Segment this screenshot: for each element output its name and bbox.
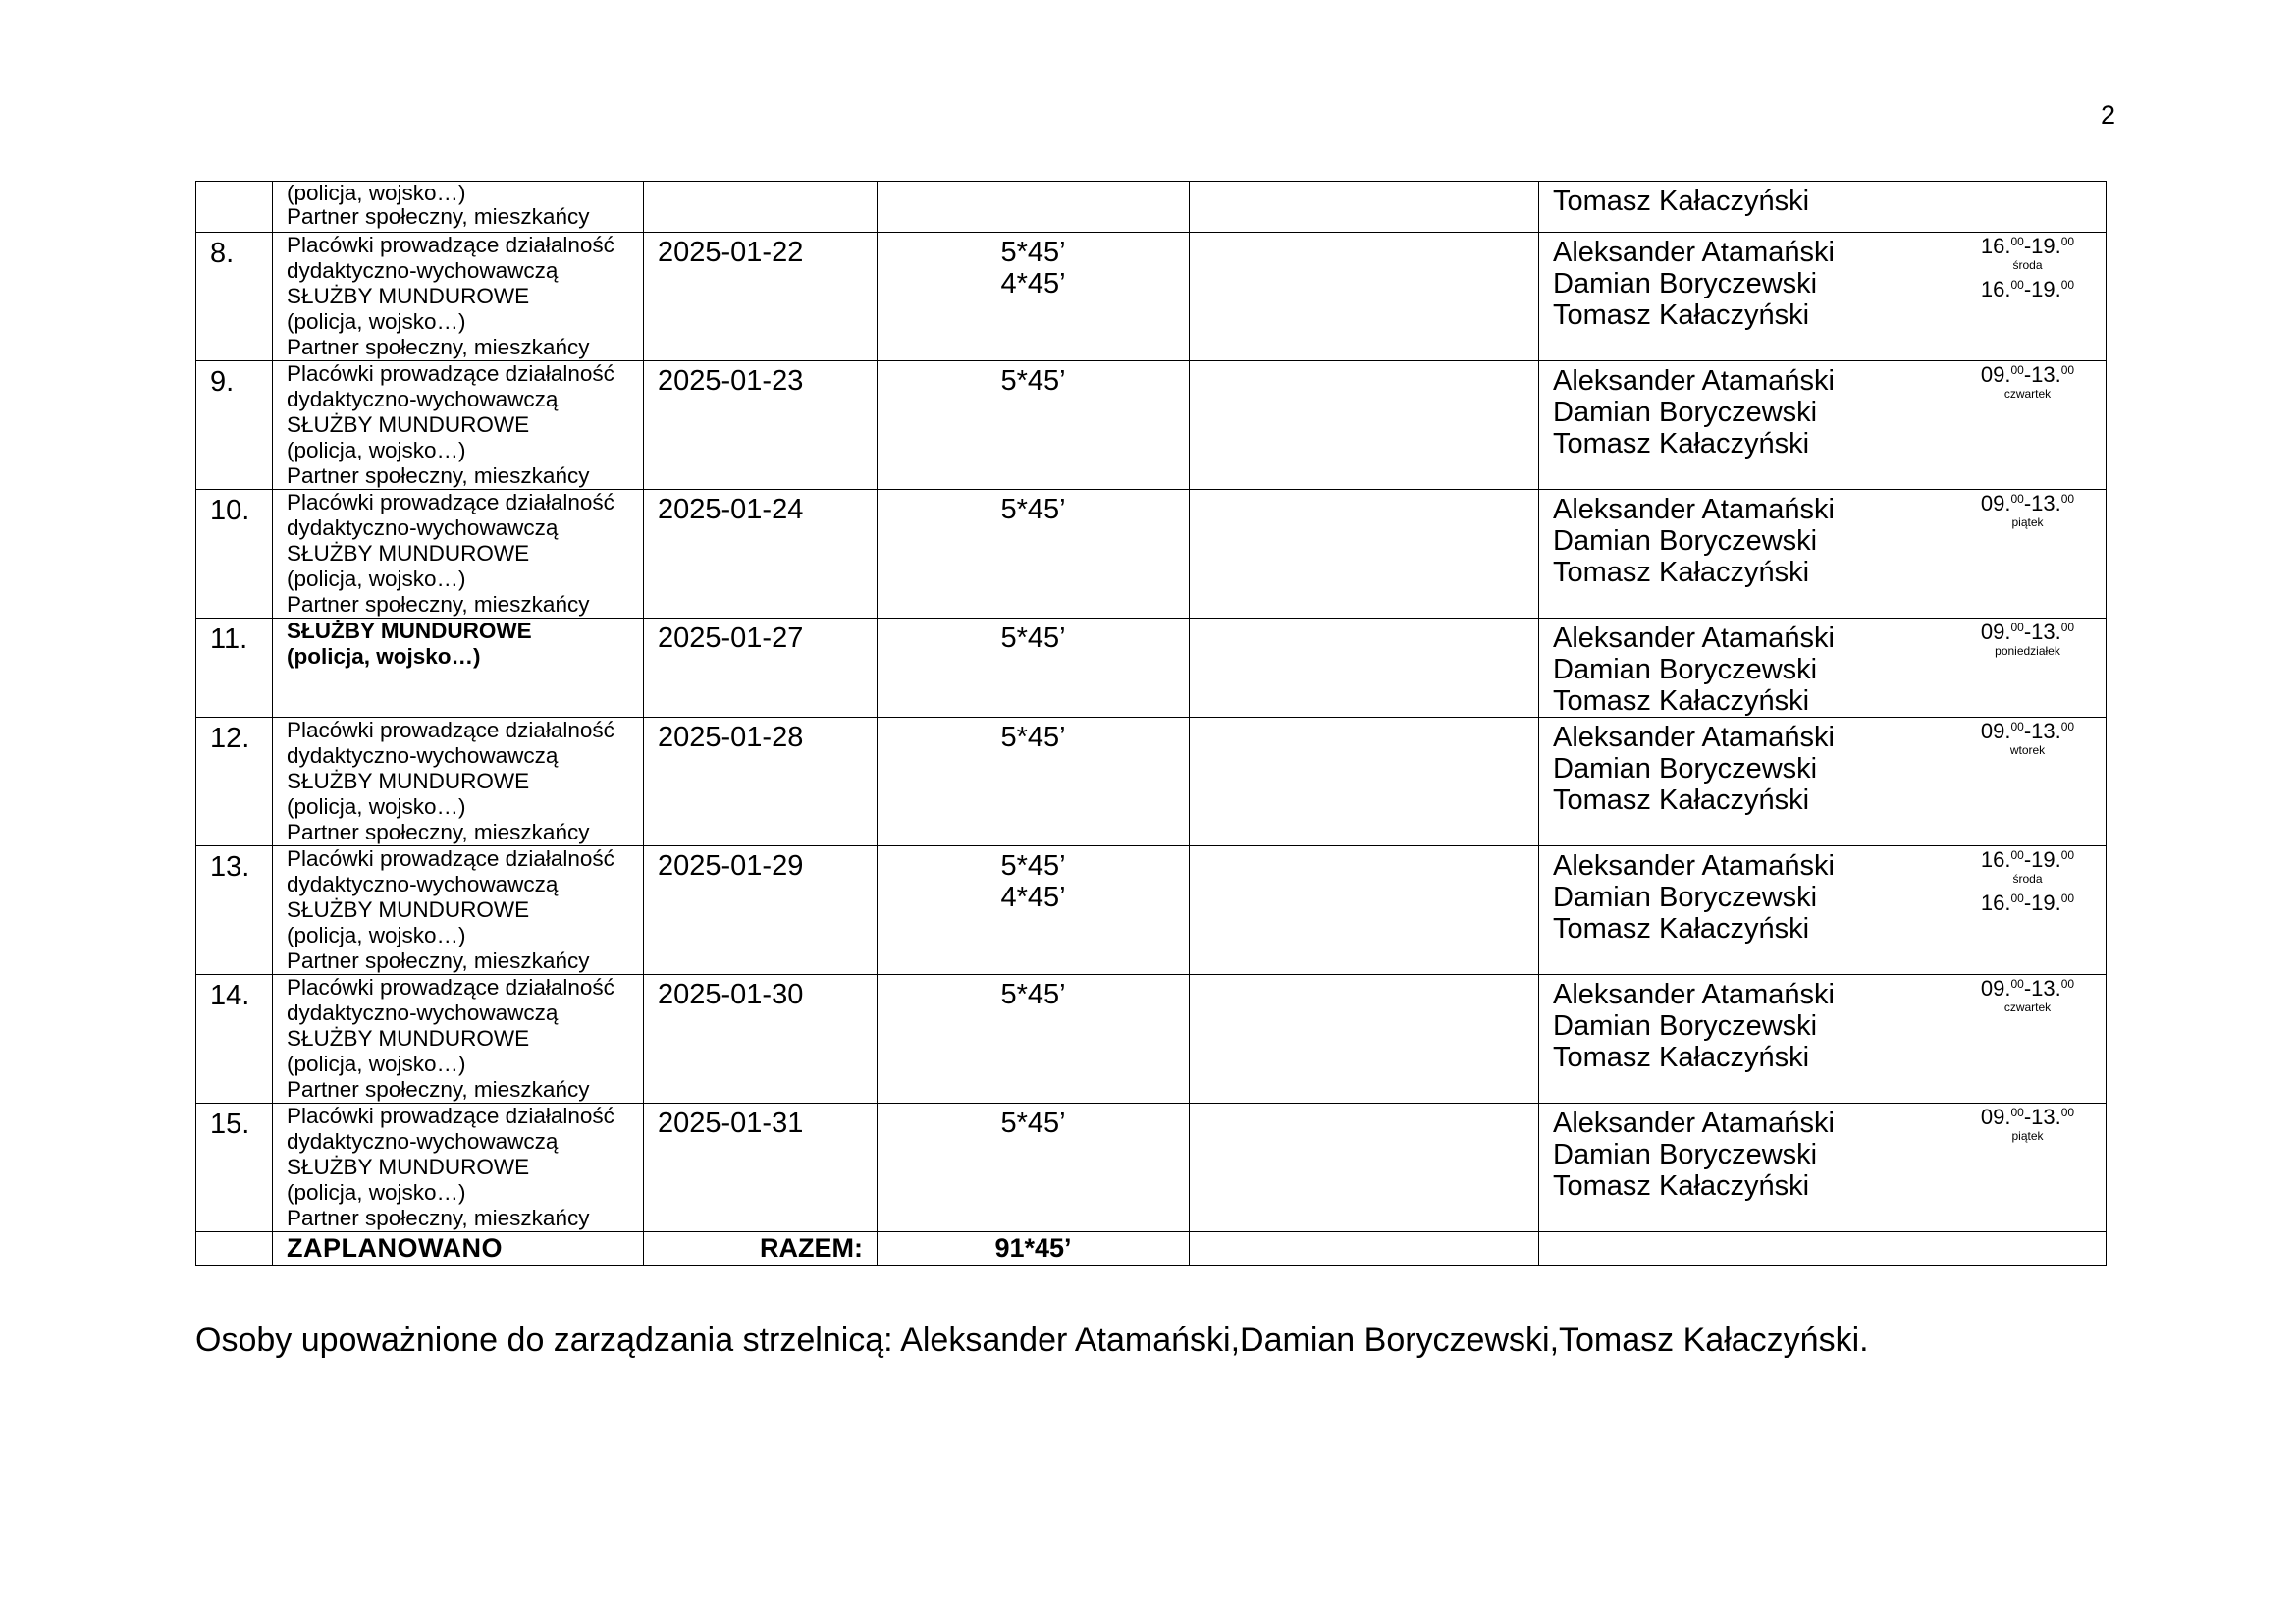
institution-line: Partner społeczny, mieszkańcy xyxy=(287,1077,590,1102)
institution-line: dydaktyczno-wychowawczą xyxy=(287,387,559,411)
date-cell: 2025-01-23 xyxy=(644,361,878,490)
total-value: 91*45’ xyxy=(878,1232,1190,1266)
instructor-name: Aleksander Atamański xyxy=(1553,850,1835,882)
instructor-name: Damian Boryczewski xyxy=(1553,654,1818,685)
institution-line: dydaktyczno-wychowawczą xyxy=(287,515,559,540)
lp-cell: 9. xyxy=(196,361,273,490)
hours-value: 4*45’ xyxy=(1000,882,1066,913)
institution-cell xyxy=(273,619,644,718)
time-start-hour: 09. xyxy=(1980,620,2011,644)
institution-line: (policja, wojsko…) xyxy=(287,794,466,819)
instructor-name: Aleksander Atamański xyxy=(1553,494,1835,525)
empty-cell xyxy=(1190,182,1539,233)
weekday-label: środa xyxy=(2012,258,2043,272)
institution-line: Placówki prowadzące działalność xyxy=(287,233,614,257)
time-start-hour: 16. xyxy=(1980,277,2011,301)
table-row xyxy=(196,975,2107,1104)
schedule-table xyxy=(195,181,2107,1266)
instructor-name: Damian Boryczewski xyxy=(1553,1139,1818,1170)
time-cell xyxy=(1949,233,2107,361)
hours-value: 5*45’ xyxy=(1000,237,1066,268)
time-range xyxy=(1949,1106,2106,1129)
time-start-minutes: 00 xyxy=(2010,278,2024,292)
time-start-hour: 09. xyxy=(1980,976,2011,1001)
institution-line: Placówki prowadzące działalność xyxy=(287,975,614,1000)
institution-line: SŁUŻBY MUNDUROWE xyxy=(287,897,530,922)
total-razem-label: RAZEM: xyxy=(644,1232,878,1266)
institution-line: (policja, wojsko…) xyxy=(287,181,466,205)
institution-line: (policja, wojsko…) xyxy=(287,567,466,591)
time-start-hour: 09. xyxy=(1980,719,2011,743)
time-range xyxy=(1949,621,2106,644)
time-range xyxy=(1949,363,2106,387)
instructor-name: Tomasz Kałaczyński xyxy=(1553,428,1810,460)
time-range xyxy=(1949,278,2106,301)
hours-cell xyxy=(878,846,1190,975)
hours-value: 5*45’ xyxy=(1000,1108,1066,1139)
instructor-name: Aleksander Atamański xyxy=(1553,623,1835,654)
time-range xyxy=(1949,848,2106,872)
institution-line: Partner społeczny, mieszkańcy xyxy=(287,335,590,359)
table-row xyxy=(196,361,2107,490)
time-end-hour: -13. xyxy=(2023,620,2061,644)
institution-cell xyxy=(273,233,644,361)
institution-line: Partner społeczny, mieszkańcy xyxy=(287,948,590,973)
empty-cell xyxy=(1190,975,1539,1104)
institution-cell xyxy=(273,361,644,490)
institution-line: dydaktyczno-wychowawczą xyxy=(287,1001,559,1025)
time-start-hour: 09. xyxy=(1980,491,2011,515)
date-cell: 2025-01-29 xyxy=(644,846,878,975)
lp-cell: 14. xyxy=(196,975,273,1104)
institution-line: dydaktyczno-wychowawczą xyxy=(287,743,559,768)
time-range xyxy=(1949,235,2106,258)
hours-cell xyxy=(878,361,1190,490)
institution-cell xyxy=(273,1104,644,1232)
instructor-name: Tomasz Kałaczyński xyxy=(1553,186,1810,217)
time-end-hour: -13. xyxy=(2023,491,2061,515)
instructor-name: Aleksander Atamański xyxy=(1553,237,1835,268)
hours-value: 5*45’ xyxy=(1000,979,1066,1010)
time-end-minutes: 00 xyxy=(2060,892,2075,905)
time-end-minutes: 00 xyxy=(2060,492,2075,506)
time-start-hour: 16. xyxy=(1980,891,2011,915)
empty-cell xyxy=(1190,718,1539,846)
date-cell: 2025-01-31 xyxy=(644,1104,878,1232)
institution-line: dydaktyczno-wychowawczą xyxy=(287,872,559,896)
total-row xyxy=(196,1232,2107,1266)
institution-line: (policja, wojsko…) xyxy=(287,438,466,462)
instructor-name: Aleksander Atamański xyxy=(1553,365,1835,397)
instructor-name: Aleksander Atamański xyxy=(1553,979,1835,1010)
time-start-hour: 09. xyxy=(1980,1105,2011,1129)
institution-line: SŁUŻBY MUNDUROWE xyxy=(287,619,532,643)
time-end-minutes: 00 xyxy=(2060,235,2075,248)
empty-cell xyxy=(1190,1104,1539,1232)
institution-cell xyxy=(273,975,644,1104)
hours-cell xyxy=(878,975,1190,1104)
instructor-name: Tomasz Kałaczyński xyxy=(1553,785,1810,816)
instructors-cell xyxy=(1539,846,1949,975)
institution-line: SŁUŻBY MUNDUROWE xyxy=(287,769,530,793)
date-cell: 2025-01-27 xyxy=(644,619,878,718)
time-end-minutes: 00 xyxy=(2060,1106,2075,1119)
institution-line: (policja, wojsko…) xyxy=(287,309,466,334)
time-end-minutes: 00 xyxy=(2060,278,2075,292)
time-cell xyxy=(1949,846,2107,975)
hours-value: 4*45’ xyxy=(1000,268,1066,299)
weekday-label: poniedziałek xyxy=(1995,644,2060,658)
empty-cell xyxy=(1190,490,1539,619)
instructors-cell xyxy=(1539,975,1949,1104)
institution-line: Partner społeczny, mieszkańcy xyxy=(287,592,590,617)
total-label: ZAPLANOWANO xyxy=(273,1232,644,1266)
institution-cell xyxy=(273,718,644,846)
lp-cell: 8. xyxy=(196,233,273,361)
institution-cell xyxy=(273,490,644,619)
time-end-hour: -19. xyxy=(2023,847,2061,872)
time-start-hour: 16. xyxy=(1980,847,2011,872)
hours-value: 5*45’ xyxy=(1000,365,1066,397)
instructor-name: Aleksander Atamański xyxy=(1553,722,1835,753)
institution-line: Placówki prowadzące działalność xyxy=(287,718,614,742)
time-end-hour: -13. xyxy=(2023,362,2061,387)
time-end-hour: -13. xyxy=(2023,976,2061,1001)
instructor-name: Damian Boryczewski xyxy=(1553,268,1818,299)
institution-line: Partner społeczny, mieszkańcy xyxy=(287,1206,590,1230)
empty-cell xyxy=(1190,619,1539,718)
institution-cell xyxy=(273,846,644,975)
lp-cell: 10. xyxy=(196,490,273,619)
time-start-minutes: 00 xyxy=(2010,1106,2024,1119)
time-end-hour: -13. xyxy=(2023,719,2061,743)
time-cell xyxy=(1949,1104,2107,1232)
institution-line: SŁUŻBY MUNDUROWE xyxy=(287,412,530,437)
instructor-name: Aleksander Atamański xyxy=(1553,1108,1835,1139)
instructors-cell xyxy=(1539,718,1949,846)
table-row xyxy=(196,490,2107,619)
time-start-minutes: 00 xyxy=(2010,720,2024,733)
weekday-label: piątek xyxy=(2011,515,2044,529)
instructors-cell xyxy=(1539,1232,1949,1266)
time-end-hour: -19. xyxy=(2023,891,2061,915)
empty-cell xyxy=(1190,233,1539,361)
instructor-name: Tomasz Kałaczyński xyxy=(1553,299,1810,331)
time-start-hour: 09. xyxy=(1980,362,2011,387)
institution-line: Partner społeczny, mieszkańcy xyxy=(287,820,590,844)
institution-line: SŁUŻBY MUNDUROWE xyxy=(287,541,530,566)
instructor-name: Tomasz Kałaczyński xyxy=(1553,557,1810,588)
institution-line: SŁUŻBY MUNDUROWE xyxy=(287,1155,530,1179)
hours-value: 5*45’ xyxy=(1000,623,1066,654)
hours-value: 5*45’ xyxy=(1000,722,1066,753)
instructor-name: Damian Boryczewski xyxy=(1553,397,1818,428)
date-cell xyxy=(644,182,878,233)
instructors-cell xyxy=(1539,182,1949,233)
instructor-name: Tomasz Kałaczyński xyxy=(1553,685,1810,717)
institution-line: Placówki prowadzące działalność xyxy=(287,361,614,386)
time-end-hour: -19. xyxy=(2023,277,2061,301)
time-cell xyxy=(1949,361,2107,490)
weekday-label: środa xyxy=(2012,872,2043,886)
lp-cell: 13. xyxy=(196,846,273,975)
instructors-cell xyxy=(1539,1104,1949,1232)
empty-cell xyxy=(1190,846,1539,975)
time-start-minutes: 00 xyxy=(2010,492,2024,506)
institution-line: SŁUŻBY MUNDUROWE xyxy=(287,1026,530,1051)
time-range xyxy=(1949,892,2106,915)
hours-cell xyxy=(878,490,1190,619)
institution-line: (policja, wojsko…) xyxy=(287,923,466,947)
weekday-label: wtorek xyxy=(2009,743,2046,757)
instructor-name: Damian Boryczewski xyxy=(1553,525,1818,557)
time-cell xyxy=(1949,182,2107,233)
hours-cell xyxy=(878,718,1190,846)
time-cell xyxy=(1949,718,2107,846)
hours-value: 5*45’ xyxy=(1000,494,1066,525)
institution-line: dydaktyczno-wychowawczą xyxy=(287,1129,559,1154)
hours-cell xyxy=(878,233,1190,361)
institution-line: (policja, wojsko…) xyxy=(287,1180,466,1205)
time-cell xyxy=(1949,619,2107,718)
instructors-cell xyxy=(1539,490,1949,619)
instructor-name: Damian Boryczewski xyxy=(1553,882,1818,913)
table-row xyxy=(196,619,2107,718)
weekday-label: piątek xyxy=(2011,1129,2044,1143)
time-range xyxy=(1949,720,2106,743)
time-end-minutes: 00 xyxy=(2060,363,2075,377)
time-start-minutes: 00 xyxy=(2010,977,2024,991)
time-range xyxy=(1949,492,2106,515)
time-end-minutes: 00 xyxy=(2060,621,2075,634)
time-start-minutes: 00 xyxy=(2010,848,2024,862)
institution-line: SŁUŻBY MUNDUROWE xyxy=(287,284,530,308)
instructors-cell xyxy=(1539,619,1949,718)
hours-value: 5*45’ xyxy=(1000,850,1066,882)
instructor-name: Tomasz Kałaczyński xyxy=(1553,1170,1810,1202)
instructor-name: Tomasz Kałaczyński xyxy=(1553,1042,1810,1073)
lp-cell: 12. xyxy=(196,718,273,846)
time-end-minutes: 00 xyxy=(2060,848,2075,862)
table-row-continued xyxy=(196,182,2107,233)
institution-line: Partner społeczny, mieszkańcy xyxy=(287,204,590,229)
time-start-minutes: 00 xyxy=(2010,363,2024,377)
hours-cell xyxy=(878,619,1190,718)
empty-cell xyxy=(1190,1232,1539,1266)
institution-line: (policja, wojsko…) xyxy=(287,644,481,669)
time-end-minutes: 00 xyxy=(2060,977,2075,991)
empty-cell xyxy=(1190,361,1539,490)
date-cell: 2025-01-28 xyxy=(644,718,878,846)
institution-line: Partner społeczny, mieszkańcy xyxy=(287,463,590,488)
instructor-name: Tomasz Kałaczyński xyxy=(1553,913,1810,945)
time-end-hour: -19. xyxy=(2023,234,2061,258)
time-start-hour: 16. xyxy=(1980,234,2011,258)
instructor-name: Damian Boryczewski xyxy=(1553,1010,1818,1042)
date-cell: 2025-01-24 xyxy=(644,490,878,619)
lp-cell xyxy=(196,1232,273,1266)
time-start-minutes: 00 xyxy=(2010,235,2024,248)
institution-line: Placówki prowadzące działalność xyxy=(287,1104,614,1128)
instructor-name: Damian Boryczewski xyxy=(1553,753,1818,785)
time-end-minutes: 00 xyxy=(2060,720,2075,733)
institution-cell xyxy=(273,182,644,233)
time-cell xyxy=(1949,490,2107,619)
date-cell: 2025-01-22 xyxy=(644,233,878,361)
time-cell xyxy=(1949,1232,2107,1266)
time-start-minutes: 00 xyxy=(2010,621,2024,634)
institution-line: (policja, wojsko…) xyxy=(287,1052,466,1076)
date-cell: 2025-01-30 xyxy=(644,975,878,1104)
instructors-cell xyxy=(1539,361,1949,490)
table-row xyxy=(196,233,2107,361)
authorized-persons-note: Osoby upoważnione do zarządzania strzelnicą: Aleksander Atamański,Damian Boryczewski,Tomasz Kałaczyński. xyxy=(195,1322,1869,1359)
institution-line: Placówki prowadzące działalność xyxy=(287,490,614,514)
table-row xyxy=(196,846,2107,975)
institution-line: Placówki prowadzące działalność xyxy=(287,846,614,871)
table-row xyxy=(196,718,2107,846)
page-number: 2 xyxy=(2101,100,2116,130)
table-row xyxy=(196,1104,2107,1232)
institution-line: dydaktyczno-wychowawczą xyxy=(287,258,559,283)
lp-cell: 15. xyxy=(196,1104,273,1232)
lp-cell: 11. xyxy=(196,619,273,718)
weekday-label: czwartek xyxy=(2003,387,2052,401)
instructors-cell xyxy=(1539,233,1949,361)
hours-cell xyxy=(878,182,1190,233)
lp-cell xyxy=(196,182,273,233)
time-end-hour: -13. xyxy=(2023,1105,2061,1129)
time-cell xyxy=(1949,975,2107,1104)
hours-cell xyxy=(878,1104,1190,1232)
time-start-minutes: 00 xyxy=(2010,892,2024,905)
weekday-label: czwartek xyxy=(2003,1001,2052,1014)
time-range xyxy=(1949,977,2106,1001)
